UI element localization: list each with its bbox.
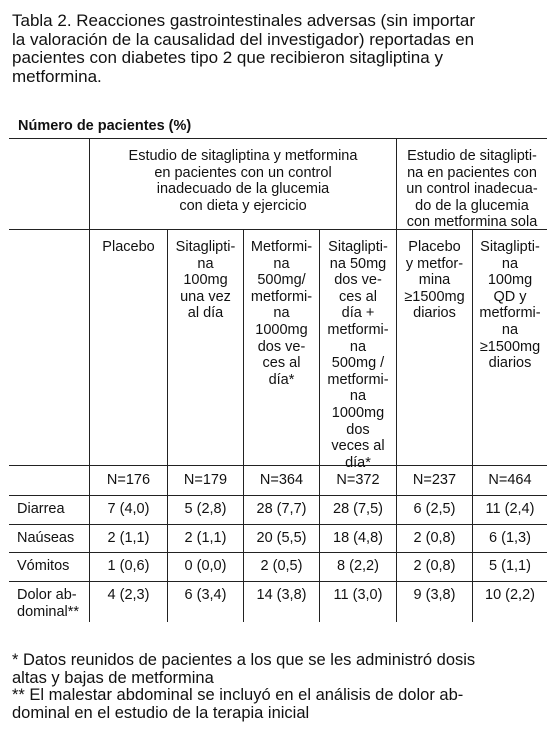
column-header-placebo: Placebo (102, 239, 155, 255)
adverse-reactions-table (9, 138, 547, 622)
table-cell: 4 (2,3) (107, 587, 150, 603)
column-header-sitagliptin-metformin: Sitaglipti- na 50mg dos ve- ces al día + metformi- na 500mg / metformi- na 1000mg dos veces al día* (327, 239, 389, 471)
column-header-sitagliptin-100: Sitaglipti- na 100mg una vez al día (175, 239, 236, 322)
group-header-add-on-metformin: Estudio de sitaglipti- na en pacientes con un control inadecua- do de la glucemia con metformina sola (406, 148, 538, 231)
table-cell: 6 (3,4) (184, 587, 227, 603)
n-value: N=364 (259, 472, 304, 488)
column-header-sitagliptin-qd-metformin: Sitaglipti- na 100mg QD y metformi- na ≥1500mg diarios (479, 239, 541, 372)
row-label-nauseas: Naúseas (17, 530, 75, 546)
table-cell: 5 (1,1) (489, 558, 531, 574)
table-cell: 6 (1,3) (489, 530, 531, 546)
column-header-metformin: Metformi- na 500mg/ metformi- na 1000mg dos ve- ces al día* (250, 239, 313, 388)
table-cell: 7 (4,0) (107, 501, 150, 517)
table-cell: 1 (0,6) (107, 558, 150, 574)
table-cell: 8 (2,2) (337, 558, 379, 574)
table-cell: 14 (3,8) (256, 587, 307, 603)
table-title: Número de pacientes (%) (18, 118, 192, 134)
table-cell: 2 (1,1) (107, 530, 150, 546)
table-cell: 9 (3,8) (413, 587, 456, 603)
table-cell: 5 (2,8) (184, 501, 227, 517)
table-cell: 28 (7,7) (256, 501, 307, 517)
table-cell: 11 (3,0) (333, 587, 383, 603)
group-header-initial-therapy: Estudio de sitagliptina y metformina en pacientes con un control inadecuado de la glucemia con dieta y ejercicio (128, 148, 358, 214)
n-value: N=237 (412, 472, 457, 488)
row-label-dolor-abdominal: Dolor ab- dominal** (17, 587, 80, 620)
table-cell: 0 (0,0) (184, 558, 227, 574)
n-value: N=372 (336, 472, 380, 488)
table-cell: 2 (0,5) (260, 558, 303, 574)
table-cell: 10 (2,2) (485, 587, 535, 603)
table-cell: 2 (0,8) (413, 558, 456, 574)
n-value: N=179 (183, 472, 228, 488)
table-cell: 2 (0,8) (413, 530, 456, 546)
table-cell: 6 (2,5) (413, 501, 456, 517)
row-label-diarrea: Diarrea (17, 501, 65, 517)
table-cell: 2 (1,1) (184, 530, 227, 546)
n-value: N=176 (106, 472, 151, 488)
table-cell: 28 (7,5) (333, 501, 383, 517)
table-cell: 18 (4,8) (333, 530, 383, 546)
table-cell: 11 (2,4) (485, 501, 535, 517)
column-header-placebo-metformin: Placebo y metfor- mina ≥1500mg diarios (404, 239, 465, 322)
n-value: N=464 (488, 472, 532, 488)
table-caption: Tabla 2. Reacciones gastrointestinales adversas (sin importar la valoración de la causalidad del investigador) reportadas en pacientes con diabetes tipo 2 que recibieron sitagliptina y metformina. (12, 11, 476, 86)
table-footnotes: * Datos reunidos de pacientes a los que se les administró dosis altas y bajas de metformina ** El malestar abdominal se incluyó en el análisis de dolor ab- dominal en el estudio de la terapia inicial (12, 651, 476, 722)
row-label-vomitos: Vómitos (17, 558, 70, 574)
table-cell: 20 (5,5) (256, 530, 307, 546)
